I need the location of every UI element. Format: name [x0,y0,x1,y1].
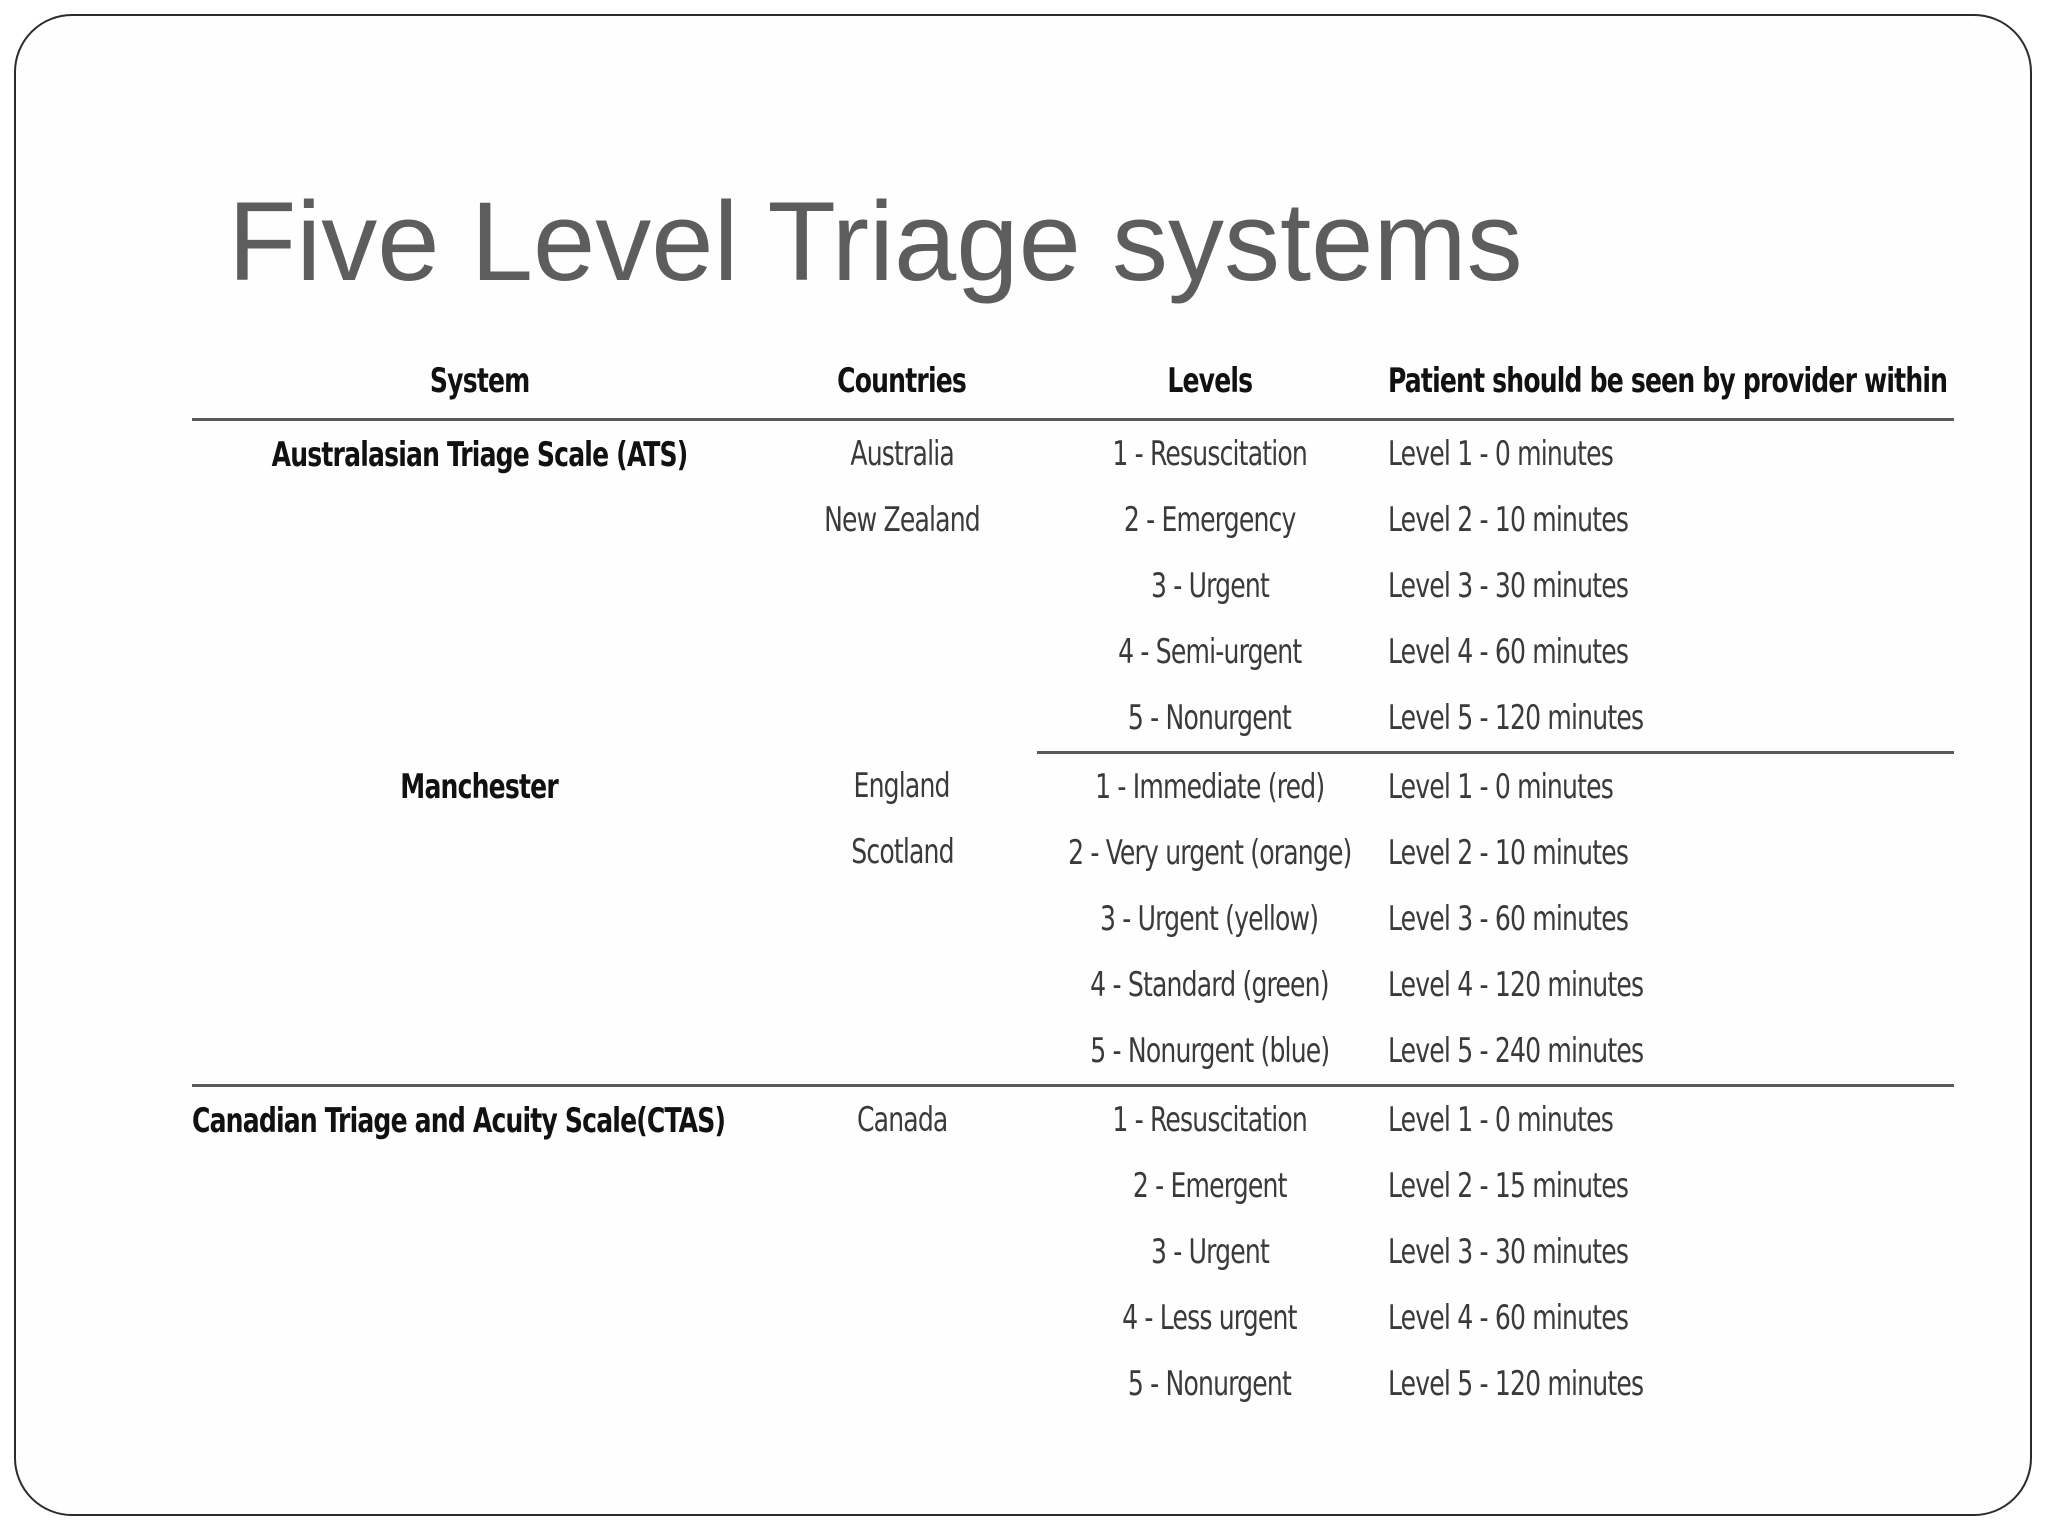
within-cell: Level 2 - 10 minutes [1388,500,1629,540]
table-row [192,1086,1954,1154]
level-cell: 4 - Standard (green) [1090,965,1329,1005]
level-cell: 3 - Urgent [1150,566,1269,606]
within-cell: Level 1 - 0 minutes [1388,1100,1613,1140]
within-cell: Level 5 - 120 minutes [1382,685,1954,753]
header-within: Patient should be seen by provider within [1382,344,1954,420]
within-cell: Level 1 - 0 minutes [1388,767,1613,807]
slide-title: Five Level Triage systems [228,179,1523,304]
header-system: System [192,344,767,420]
within-cell: Level 2 - 10 minutes [1388,833,1629,873]
system-name: Manchester [192,753,767,1086]
header-countries: Countries [767,344,1037,420]
level-cell: 1 - Resuscitation [1112,434,1307,474]
within-cell: Level 3 - 60 minutes [1388,899,1629,939]
within-cell: Level 3 - 30 minutes [1388,566,1629,606]
country: Australia [850,434,954,474]
level-cell: 2 - Emergency [1123,500,1296,540]
level-cell: 1 - Immediate (red) [1094,767,1325,807]
level-cell: 3 - Urgent [1150,1232,1269,1272]
table-header-row [192,344,1954,420]
table-row [192,420,1954,488]
within-cell: Level 5 - 240 minutes [1382,1018,1954,1086]
within-cell: Level 2 - 15 minutes [1388,1166,1629,1206]
header-levels: Levels [1037,344,1382,420]
within-cell: Level 4 - 60 minutes [1388,1298,1629,1338]
within-cell: Level 5 - 120 minutes [1388,1364,1644,1404]
level-cell: 5 - Nonurgent [1037,685,1382,753]
table-row [192,753,1954,821]
level-cell: 2 - Very urgent (orange) [1068,833,1352,873]
level-cell: 3 - Urgent (yellow) [1100,899,1319,939]
country: England [853,765,951,806]
country: Scotland [850,831,954,872]
within-cell: Level 4 - 60 minutes [1388,632,1629,672]
within-cell: Level 3 - 30 minutes [1388,1232,1629,1272]
country: Canada [856,1100,948,1140]
level-cell: 1 - Resuscitation [1112,1100,1307,1140]
level-cell: 4 - Semi-urgent [1117,632,1302,672]
level-cell: 5 - Nonurgent [1127,1364,1292,1404]
level-cell: 2 - Emergent [1132,1166,1287,1206]
countries-cell [767,420,1037,753]
within-cell: Level 1 - 0 minutes [1388,434,1613,474]
level-cell: 5 - Nonurgent (blue) [1037,1018,1382,1086]
countries-cell [767,1086,1037,1418]
country: New Zealand [824,500,980,540]
within-cell: Level 4 - 120 minutes [1388,965,1644,1005]
triage-table-container [192,344,1954,1417]
system-name: Canadian Triage and Acuity Scale(CTAS) [192,1101,726,1141]
slide [14,14,2032,1516]
triage-table [192,344,1954,1417]
countries-cell [767,753,1037,1086]
system-name: Australasian Triage Scale (ATS) [271,435,688,475]
level-cell: 4 - Less urgent [1122,1298,1297,1338]
